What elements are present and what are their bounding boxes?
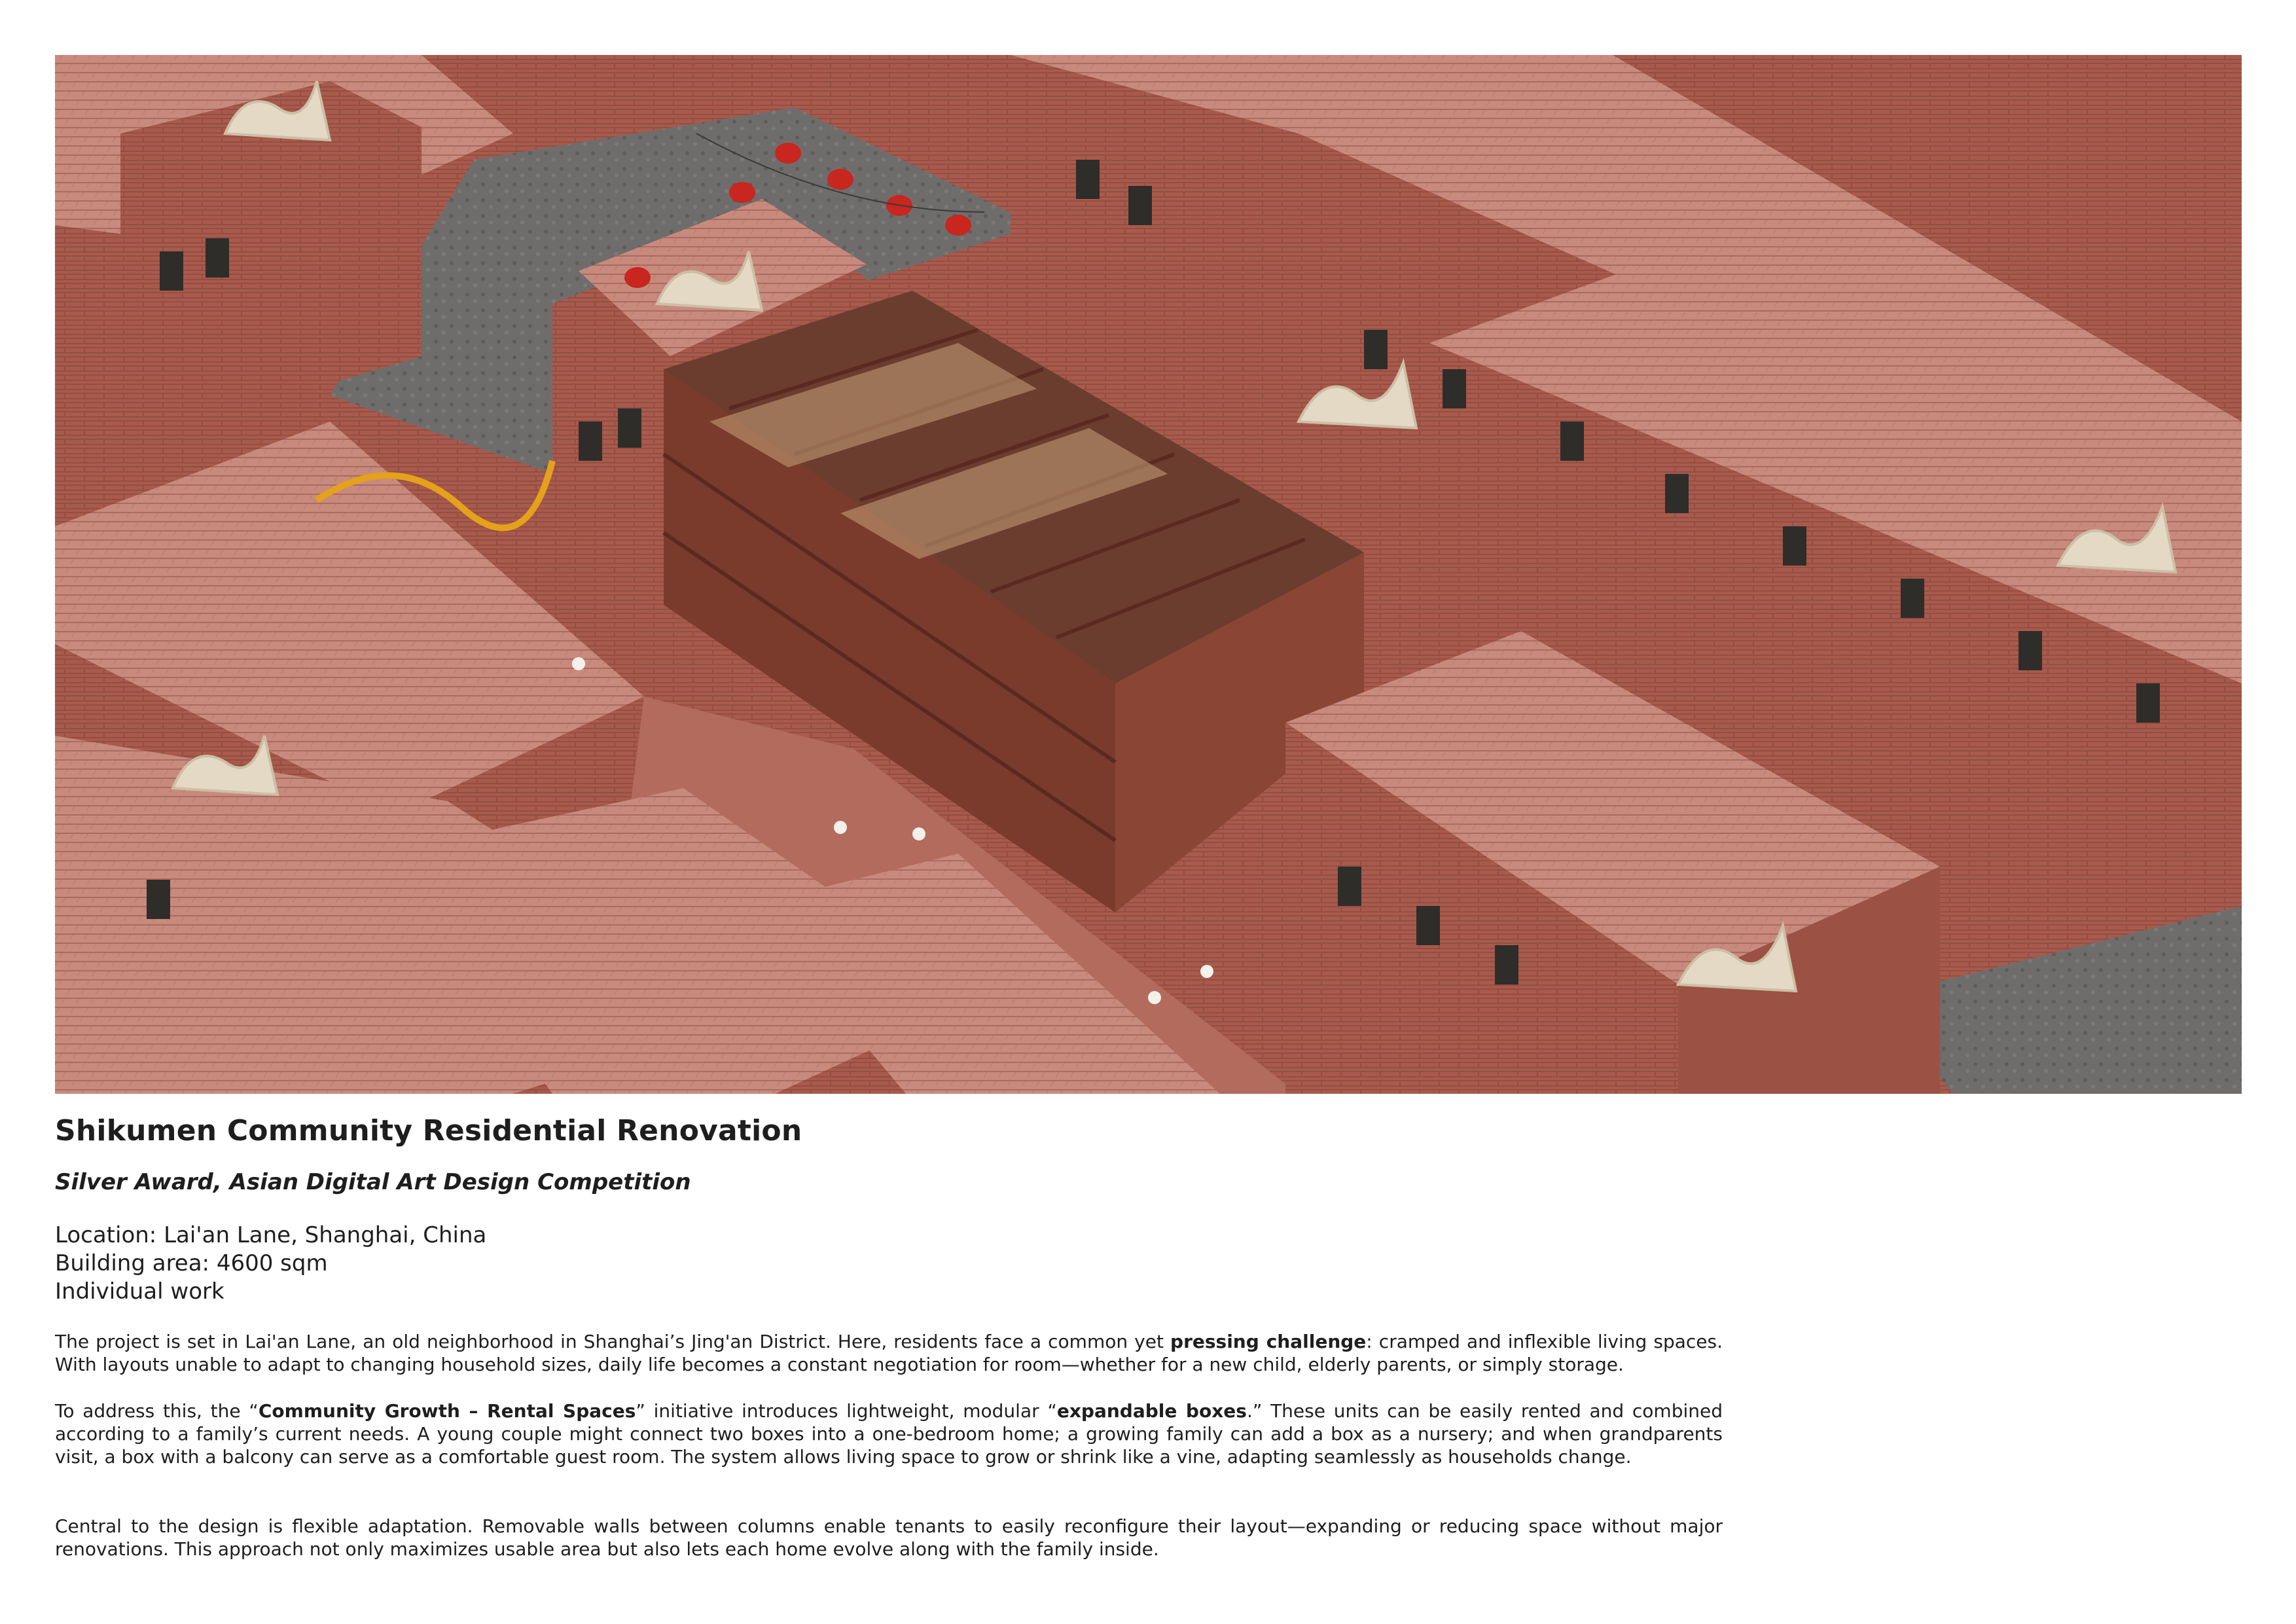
p1-text-a: The project is set in Lai'an Lane, an old neighborhood in Shanghai’s Jing'an District. Here, residents face a common yet <box>55 1331 1171 1352</box>
p3-text-a: Central to the design is flexible adaptation. Removable walls between columns enable tenants to easily reconfigure their layout—expanding or reducing space without major renovations. This approach not only maximizes usable area but also lets each home evolve along with the family inside. <box>55 1515 1723 1560</box>
work-type-line: Individual work <box>55 1278 224 1305</box>
p2-text-a: To address this, the “ <box>55 1400 259 1422</box>
p2-initiative-name: Community Growth – Rental Spaces <box>258 1400 636 1422</box>
award-subtitle: Silver Award, Asian Digital Art Design Competition <box>55 1169 691 1195</box>
isometric-lane-illustration <box>55 55 2242 1094</box>
description-paragraph-2 <box>55 1399 1723 1468</box>
project-title: Shikumen Community Residential Renovation <box>55 1114 802 1147</box>
building-area-line: Building area: 4600 sqm <box>55 1250 328 1276</box>
p1-text-c: : cramped and inflexible living spaces. With layouts unable to adapt to changing household sizes, daily life becomes a constant negotiation for room—whether for a new child, elderly parents, or simply storage. <box>55 1331 1723 1375</box>
location-line: Location: Lai'an Lane, Shanghai, China <box>55 1222 487 1248</box>
description-paragraph-3 <box>55 1515 1723 1561</box>
hero-rendering <box>55 55 2242 1094</box>
p2-expandable-boxes: expandable boxes <box>1056 1400 1247 1422</box>
p2-text-e: .” These units can be easily rented and combined according to a family’s current needs. A young couple might connect two boxes into a one-bedroom home; a growing family can add a box as a nursery; and when grandparents visit, a box with a balcony can serve as a comfortable guest room. The system allows living space to grow or shrink like a vine, adapting seamlessly as households change. <box>55 1400 1723 1468</box>
description-paragraph-1 <box>55 1330 1723 1376</box>
p1-emphasis: pressing challenge <box>1170 1331 1367 1352</box>
project-facts <box>55 1221 486 1306</box>
p2-text-c: ” initiative introduces lightweight, modular “ <box>636 1400 1057 1422</box>
